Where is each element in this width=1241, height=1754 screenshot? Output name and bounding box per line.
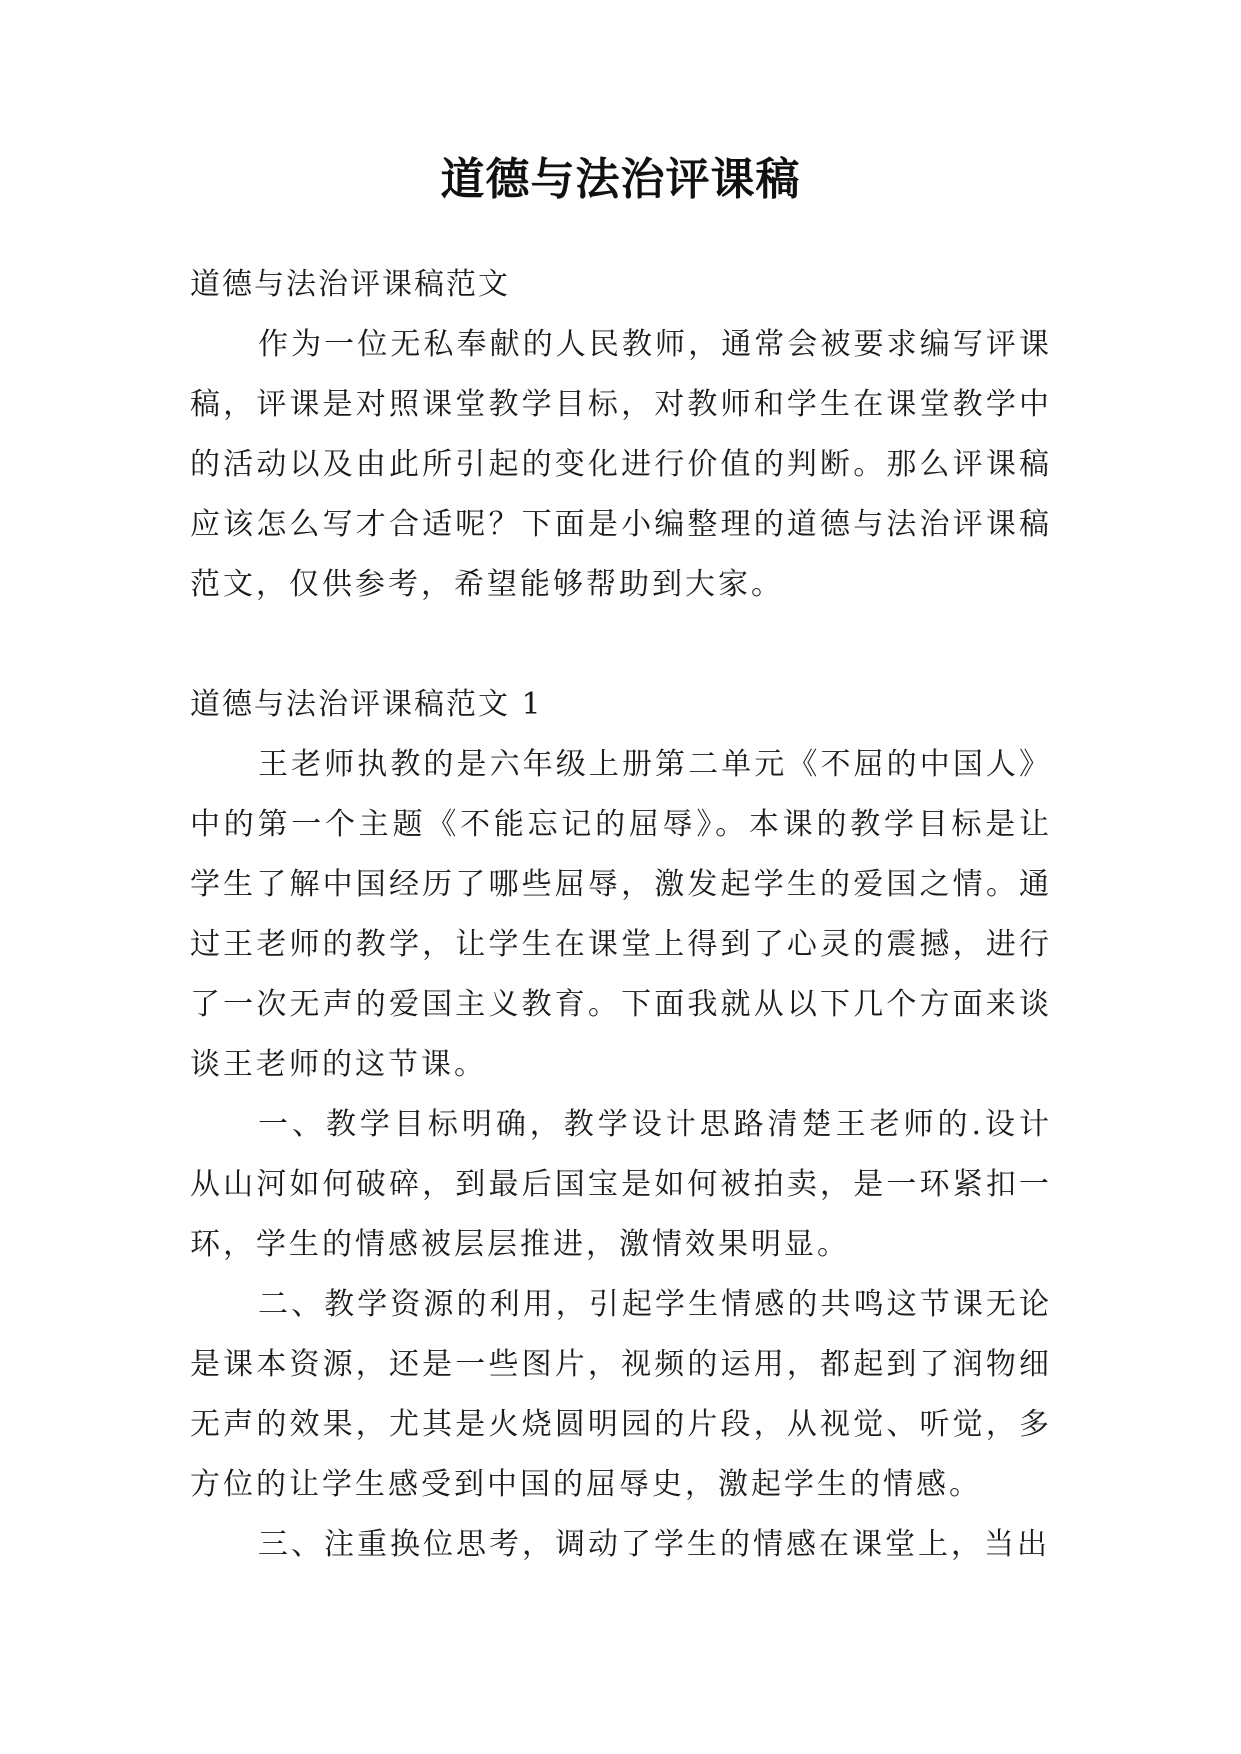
section-heading-sample-1: 道德与法治评课稿范文 1 — [190, 687, 543, 722]
body-paragraph-4: 三、注重换位思考，调动了学生的情感在课堂上，当出 — [258, 1527, 1050, 1562]
body-paragraph-2: 一、教学目标明确，教学设计思路清楚王老师的.设计从山河如何破碎，到最后国宝是如何被拍卖，是一环紧扣一环，学生的情感被层层推进，激情效果明显。 — [190, 1107, 1052, 1262]
section-spacer — [190, 615, 1052, 675]
body-paragraph-3: 二、教学资源的利用，引起学生情感的共鸣这节课无论是课本资源，还是一些图片，视频的运用，都起到了润物细无声的效果，尤其是火烧圆明园的片段，从视觉、听觉，多方位的让学生感受到中国的屈辱史，激起学生的情感。 — [190, 1287, 1052, 1502]
document-title: 道德与法治评课稿 — [440, 154, 801, 205]
body-paragraph-1: 王老师执教的是六年级上册第二单元《不屈的中国人》中的第一个主题《不能忘记的屈辱》。本课的教学目标是让学生了解中国经历了哪些屈辱，激发起学生的爱国之情。通过王老师的教学，让学生在课堂上得到了心灵的震撼，进行了一次无声的爱国主义教育。下面我就从以下几个方面来谈谈王老师的这节课。 — [190, 747, 1052, 1082]
intro-paragraph: 作为一位无私奉献的人民教师，通常会被要求编写评课稿，评课是对照课堂教学目标，对教师和学生在课堂教学中的活动以及由此所引起的变化进行价值的判断。那么评课稿应该怎么写才合适呢？下面是小编整理的道德与法治评课稿范文，仅供参考，希望能够帮助到大家。 — [190, 327, 1052, 602]
document-body — [190, 255, 1052, 1575]
section-heading-intro: 道德与法治评课稿范文 — [190, 267, 510, 302]
